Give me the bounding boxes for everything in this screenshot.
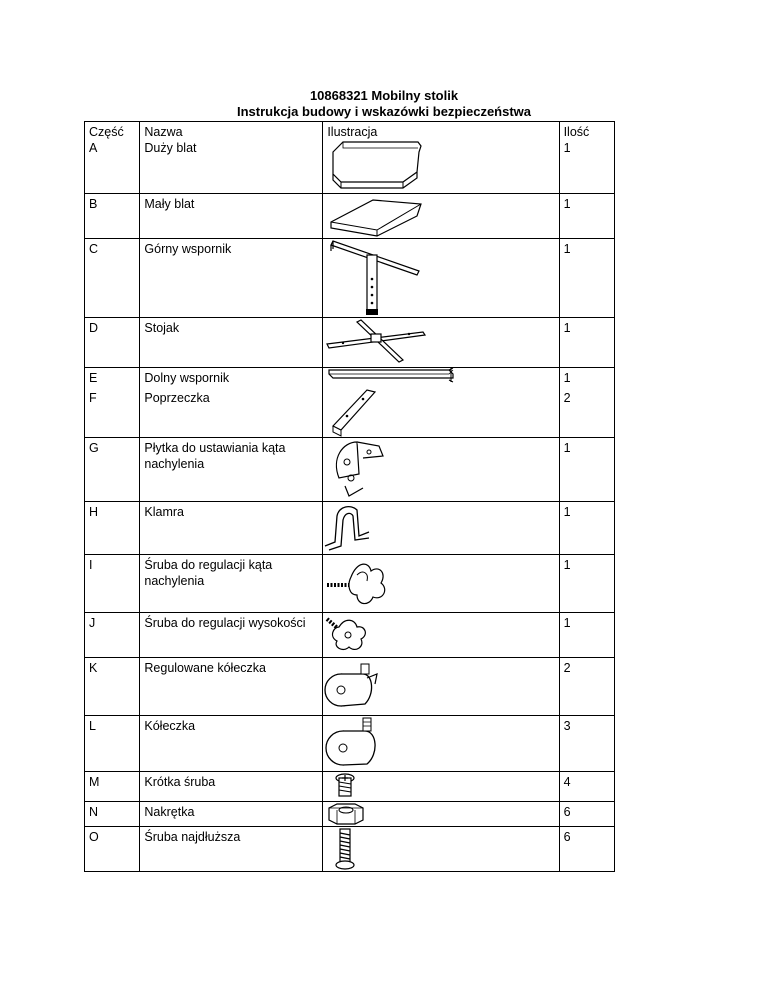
table-row [85, 613, 615, 658]
document-subtitle: Instrukcja budowy i wskazówki bezpieczeństwa [236, 104, 532, 119]
part-qty: 4 [563, 775, 571, 789]
header-illustration: Ilustracja [327, 125, 378, 139]
part-name: Stojak [144, 321, 180, 335]
part-letter: E [89, 371, 98, 385]
table-row [85, 368, 615, 438]
clamp-icon [323, 502, 549, 555]
part-name: Nakrętka [144, 805, 195, 819]
part-letter: L [89, 719, 96, 733]
part-qty: 1 [563, 616, 571, 630]
table-row [85, 239, 615, 318]
tilt-knob-screw-icon [323, 555, 549, 613]
part-letter: F [89, 391, 97, 405]
part-letter: H [89, 505, 99, 519]
table-row [85, 438, 615, 502]
part-qty: 1 [563, 197, 571, 211]
header-name: Nazwa [144, 125, 183, 139]
part-letter: C [89, 242, 99, 256]
table-row [85, 122, 615, 194]
part-letter: B [89, 197, 98, 211]
part-name: Poprzeczka [144, 391, 210, 405]
part-letter: N [89, 805, 99, 819]
table-row [85, 502, 615, 555]
part-qty: 1 [563, 558, 571, 572]
part-name: Duży blat [144, 141, 197, 155]
part-qty: 1 [563, 141, 571, 155]
part-qty: 1 [563, 441, 571, 455]
part-letter: A [89, 141, 98, 155]
part-name: Śruba najdłuższa [144, 830, 241, 844]
part-letter: D [89, 321, 99, 335]
part-letter: K [89, 661, 98, 675]
part-qty: 6 [563, 830, 571, 844]
lower-bracket-and-crossbar-icon [323, 368, 549, 438]
small-tabletop-icon [323, 194, 549, 239]
part-name: Mały blat [144, 197, 195, 211]
height-knob-screw-icon [323, 613, 549, 658]
header-qty: Ilość [563, 125, 590, 139]
table-row [85, 716, 615, 772]
nut-icon [323, 802, 549, 827]
short-screw-icon [323, 772, 549, 802]
part-name: Krótka śruba [144, 775, 216, 789]
part-letter: O [89, 830, 99, 844]
part-name: Klamra [144, 505, 184, 519]
part-letter: J [89, 616, 96, 630]
part-qty: 1 [563, 242, 571, 256]
table-row [85, 555, 615, 613]
part-name: Śruba do regulacji wysokości [144, 616, 306, 630]
part-letter: G [89, 441, 99, 455]
part-qty: 1 [563, 371, 571, 385]
table-row [85, 194, 615, 239]
part-name: Kółeczka [144, 719, 196, 733]
part-qty: 2 [563, 391, 571, 405]
table-row [85, 827, 615, 872]
part-name: Regulowane kółeczka [144, 661, 266, 675]
table-row [85, 658, 615, 716]
locking-caster-icon [323, 658, 549, 716]
part-name: Śruba do regulacji kąta nachylenia [144, 558, 273, 588]
part-letter: I [89, 558, 93, 572]
header-part: Część [89, 125, 124, 139]
stand-base-icon [323, 318, 549, 368]
part-qty: 6 [563, 805, 571, 819]
part-qty: 1 [563, 505, 571, 519]
table-row [85, 318, 615, 368]
table-row [85, 772, 615, 802]
part-name: Dolny wspornik [144, 371, 230, 385]
caster-icon [323, 716, 549, 772]
longest-screw-icon [323, 827, 549, 872]
part-letter: M [89, 775, 100, 789]
parts-table [84, 121, 615, 872]
part-name: Górny wspornik [144, 242, 232, 256]
large-tabletop-icon [323, 122, 549, 194]
part-name: Płytka do ustawiania kąta nachylenia [144, 441, 286, 471]
upper-bracket-icon [323, 239, 549, 318]
tilt-plate-icon [323, 438, 549, 502]
part-qty: 1 [563, 321, 571, 335]
table-row [85, 802, 615, 827]
part-qty: 3 [563, 719, 571, 733]
part-qty: 2 [563, 661, 571, 675]
document-title: 10868321 Mobilny stolik [309, 88, 459, 103]
